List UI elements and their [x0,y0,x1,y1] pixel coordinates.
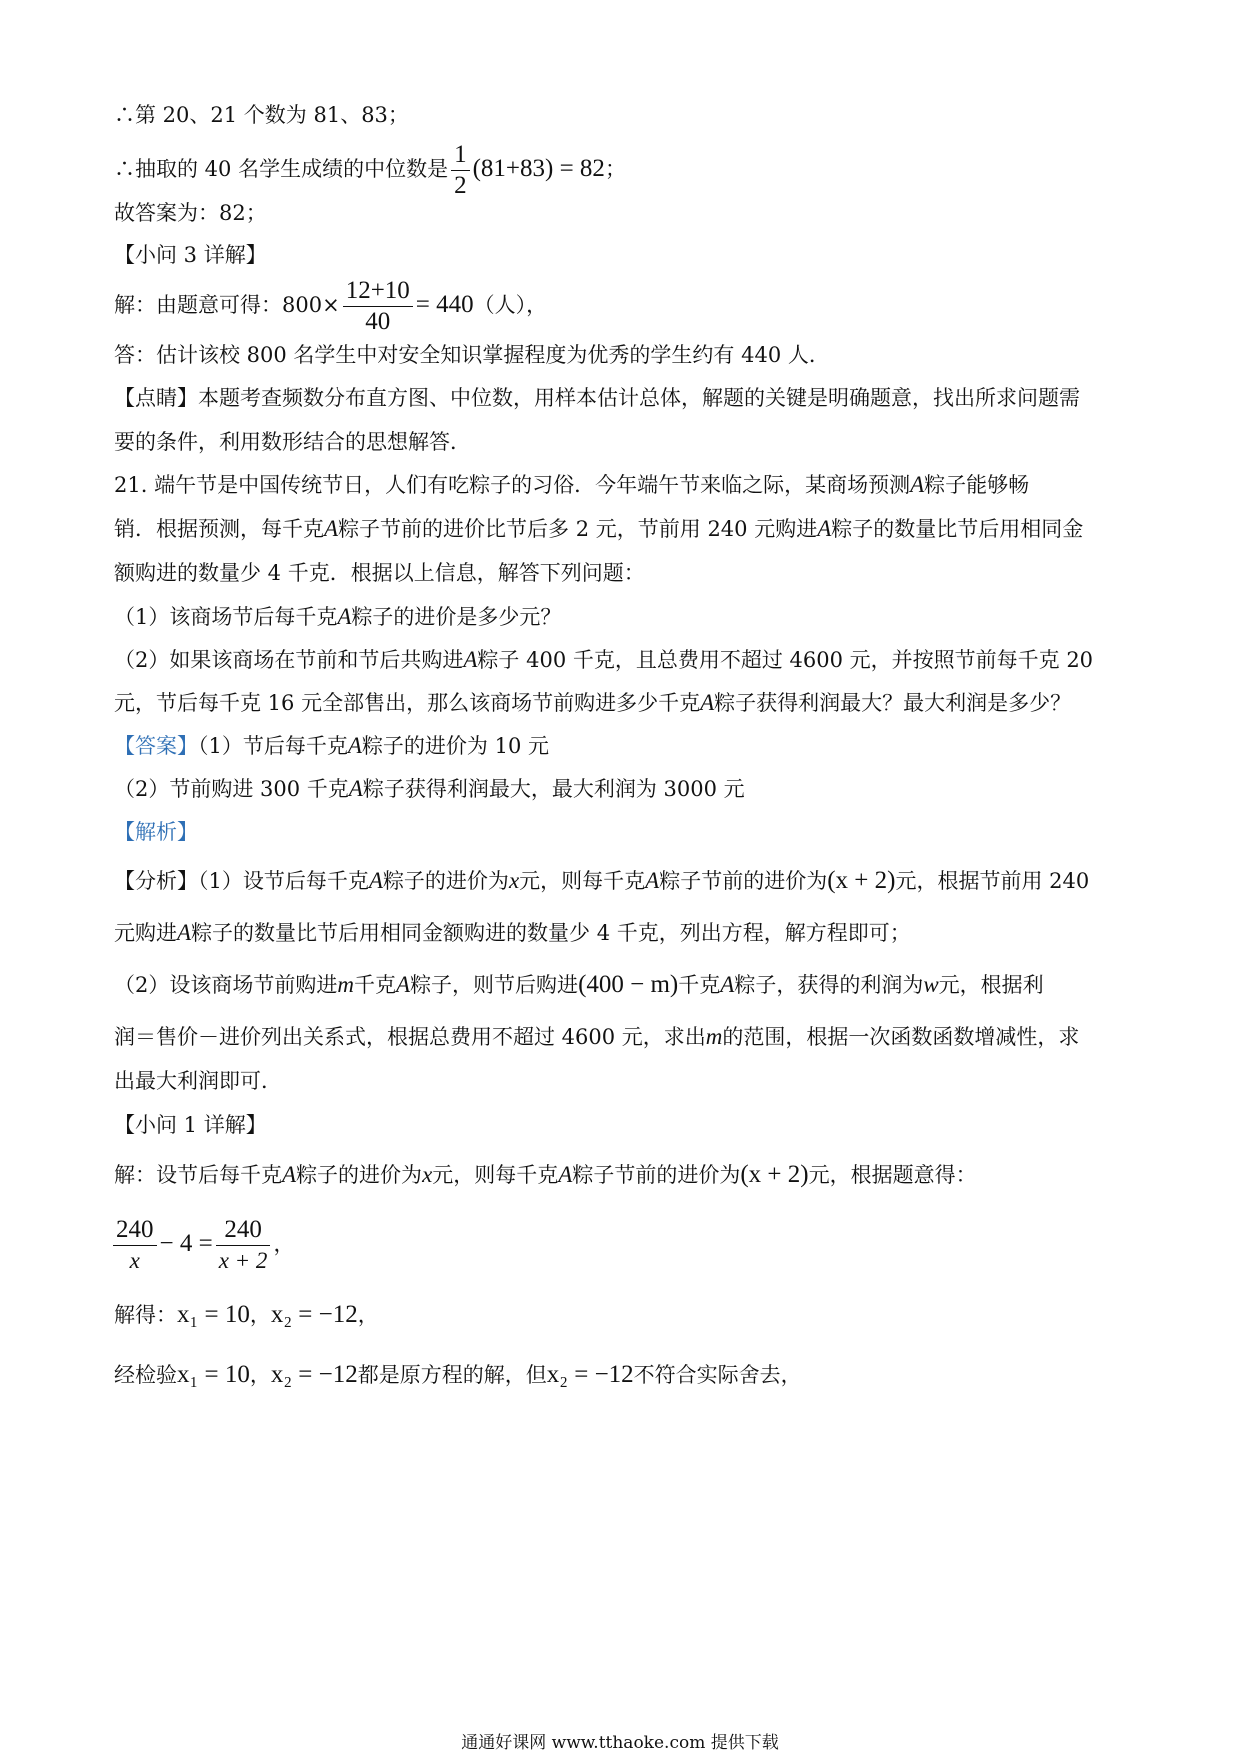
text-line: 故答案为：82； [114,201,267,225]
question-21-line: 额购进的数量少 4 千克．根据以上信息，解答下列问题： [114,561,645,585]
analysis-line: 【分析】（1）设节后每千克A粽子的进价为x元，则每千克A粽子节前的进价为(x + 2)元，根据节前用 240 [114,867,1090,894]
solution-line: 解得：x₁ = 10，x₂ = −12， [114,1301,379,1328]
question-21-line: 销．根据预测，每千克A粽子节前的进价比节后多 2 元，节前用 240 元购进A粽子的数量比节后用相同金 [114,516,1084,541]
fraction: $\frac{240}{x}$ [113,1215,157,1276]
analysis-tag: 【解析】 [114,820,198,844]
solution-line: 解：设节后每千克A粽子的进价为x元，则每千克A粽子节前的进价为(x + 2)元，根据题意得： [114,1161,977,1188]
analysis-line: 出最大利润即可． [114,1069,282,1093]
answer-line-1: 【答案】（1）节后每千克A粽子的进价为 10 元 [114,733,550,758]
question-21-line: 21. 端午节是中国传统节日，人们有吃粽子的习俗．今年端午节来临之际，某商场预测A粽子能够畅 [114,472,1030,497]
sub-question-2: 元，节后每千克 16 元全部售出，那么该商场节前购进多少千克A粽子获得利润最大？最大利润是多少？ [114,690,1072,715]
sub-question-2: （2）如果该商场在节前和节后共购进A粽子 400 千克，且总费用不超过 4600 元，并按照节前每千克 20 [114,647,1094,672]
analysis-line: 元购进A粽子的数量比节后用相同金额购进的数量少 4 千克，列出方程，解方程即可； [114,920,911,945]
fraction-half: $\frac{1}{2}$ [451,140,470,201]
section-heading: 【小问 3 详解】 [114,243,267,267]
text-line: 要的条件，利用数形结合的思想解答． [114,430,471,454]
sub-question-1: （1）该商场节后每千克A粽子的进价是多少元？ [114,604,562,629]
analysis-line: 润＝售价－进价列出关系式，根据总费用不超过 4600 元，求出m的范围，根据一次函数函数增减性，求 [114,1024,1080,1049]
answer-tag: 【答案】 [114,734,198,758]
section-heading: 【小问 1 详解】 [114,1113,267,1137]
equation-line: $\frac{240}{x}$ − 4 = $\frac{240}{x + 2}$ ， [110,1215,294,1276]
fraction: $\frac{12+10}{40}$ [343,276,413,337]
text-line-estimate: 解：由题意可得：800× $\frac{12+10}{40}$ = 440（人）， [114,277,548,335]
text-line-median: ∴抽取的 40 名学生成绩的中位数是 $\frac{1}{2}$ (81+83) = 82； [114,141,626,199]
fraction: $\frac{240}{x + 2}$ [216,1215,271,1276]
answer-line-2: （2）节前购进 300 千克A粽子获得利润最大，最大利润为 3000 元 [114,776,745,801]
solution-line: 经检验x₁ = 10，x₂ = −12都是原方程的解，但x₂ = −12不符合实际舍去， [114,1361,802,1388]
text-line: ∴第 20、21 个数为 81、83； [114,103,409,127]
text-line: 答：估计该校 800 名学生中对安全知识掌握程度为优秀的学生约有 440 人． [114,343,830,367]
page-footer: 通通好课网 www.tthaoke.com 提供下载 [461,1733,779,1753]
analysis-line: （2）设该商场节前购进m千克A粽子，则节后购进(400 − m)千克A粽子，获得的利润为w元，根据利 [114,971,1044,998]
text-line: 【点睛】本题考查频数分布直方图、中位数，用样本估计总体，解题的关键是明确题意，找出所求问题需 [114,386,1080,410]
